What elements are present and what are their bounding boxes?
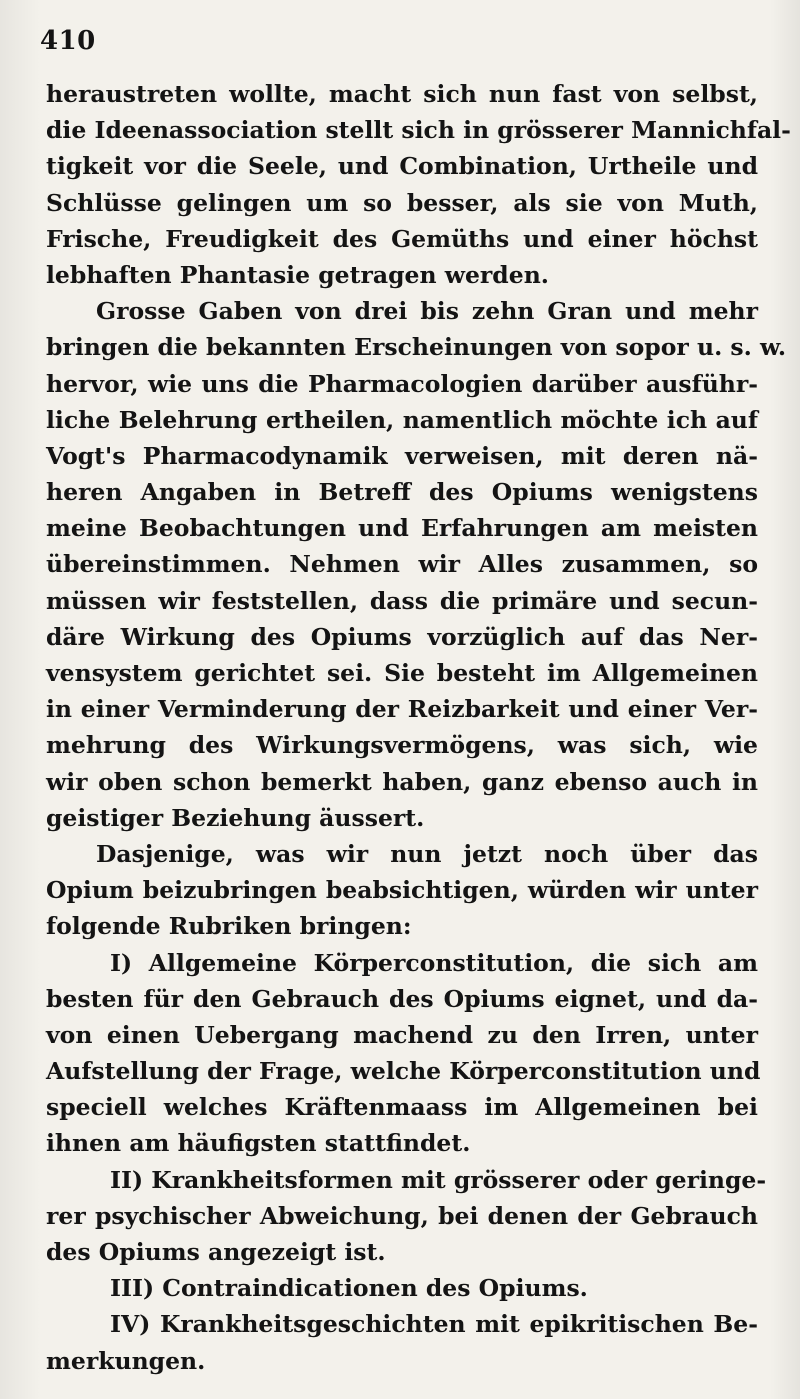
text-line: die Ideenassociation stellt sich in grösserer Mannichfal- (46, 116, 791, 145)
text-line: Schlüsse gelingen um so besser, als sie von Muth, (46, 188, 758, 217)
text-line: Dasjenige, was wir nun jetzt noch über das (96, 839, 758, 868)
list-item (46, 1306, 758, 1378)
text-line: wir oben schon bemerkt haben, ganz ebenso auch in (46, 767, 758, 796)
text-line: II) Krankheitsformen mit grösserer oder geringe- (110, 1165, 767, 1194)
text-line: müssen wir feststellen, dass die primäre und secun- (46, 586, 758, 615)
text-line: IV) Krankheitsgeschichten mit epikritischen Be- (110, 1310, 758, 1339)
text-line: meine Beobachtungen und Erfahrungen am meisten (46, 514, 758, 543)
paragraph (46, 293, 787, 836)
text-line: folgende Rubriken bringen: (46, 912, 412, 941)
text-line: besten für den Gebrauch des Opiums eignet, und da- (46, 984, 758, 1013)
text-line: bringen die bekannten Erscheinungen von sopor u. s. w. (46, 333, 787, 362)
text-line: Aufstellung der Frage, welche Körperconstitution und (46, 1057, 761, 1086)
text-line: übereinstimmen. Nehmen wir Alles zusammen, so (46, 550, 758, 579)
text-line: in einer Verminderung der Reizbarkeit und einer Ver- (46, 695, 758, 724)
list-item (46, 945, 761, 1162)
page-number: 410 (40, 26, 96, 56)
text-line: von einen Uebergang machend zu den Irren, unter (46, 1020, 758, 1049)
text-line: lebhaften Phantasie getragen werden. (46, 260, 549, 289)
text-line: rer psychischer Abweichung, bei denen der Gebrauch (46, 1201, 758, 1230)
paragraph (46, 836, 758, 945)
text-line: III) Contraindicationen des Opiums. (110, 1274, 588, 1303)
text-line: liche Belehrung ertheilen, namentlich möchte ich auf (46, 405, 758, 434)
text-line: hervor, wie uns die Pharmacologien darüber ausführ- (46, 369, 758, 398)
text-line: mehrung des Wirkungsvermögens, was sich, wie (46, 731, 758, 760)
body-text (46, 76, 791, 1379)
text-line: Opium beizubringen beabsichtigen, würden wir unter (46, 876, 758, 905)
list-item (46, 1162, 767, 1271)
text-line: merkungen. (46, 1346, 206, 1375)
text-line: Vogt's Pharmacodynamik verweisen, mit deren nä- (46, 441, 758, 470)
text-line: vensystem gerichtet sei. Sie besteht im Allgemeinen (46, 659, 758, 687)
list-item (46, 1270, 758, 1306)
text-line: heraustreten wollte, macht sich nun fast von selbst, (46, 80, 758, 108)
text-line: des Opiums angezeigt ist. (46, 1238, 386, 1266)
text-line: speciell welches Kräftenmaass im Allgemeinen bei (46, 1093, 758, 1122)
text-line: ihnen am häufigsten stattfindet. (46, 1129, 471, 1158)
text-line: Grosse Gaben von drei bis zehn Gran und mehr (96, 297, 758, 326)
paragraph (46, 76, 791, 293)
text-line: tigkeit vor die Seele, und Combination, Urtheile und (46, 152, 758, 181)
text-line: I) Allgemeine Körperconstitution, die sich am (110, 948, 758, 977)
text-line: Frische, Freudigkeit des Gemüths und einer höchst (46, 224, 758, 253)
text-line: däre Wirkung des Opiums vorzüglich auf das Ner- (46, 622, 758, 651)
text-line: geistiger Beziehung äussert. (46, 803, 425, 832)
text-line: heren Angaben in Betreff des Opiums wenigstens (46, 478, 758, 507)
